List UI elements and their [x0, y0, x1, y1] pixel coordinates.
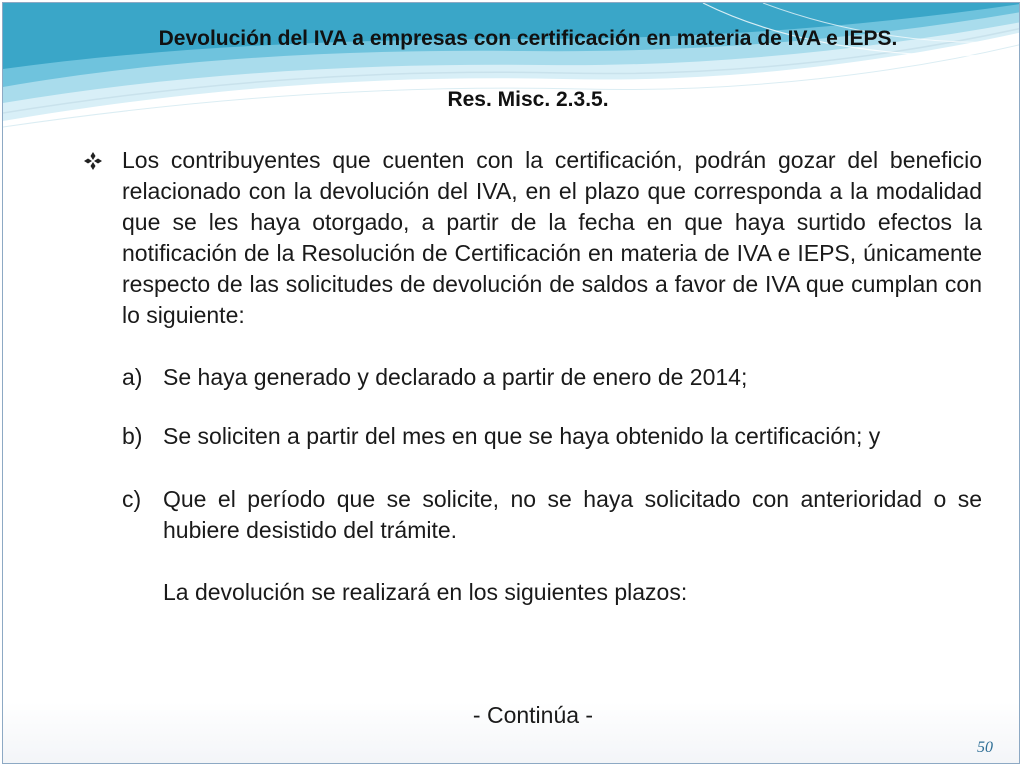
list-item-c	[122, 484, 982, 546]
bullet-paragraph: Los contribuyentes que cuenten con la certificación, podrán gozar del beneficio relacionado con la devolución del IVA, en el plazo que corresponda a la modalidad que se les haya otorgado, a partir de la fecha en que haya surtido efectos la notificación de la Resolución de Certificación en materia de IVA e IEPS, únicamente respecto de las solicitudes de devolución de saldos a favor de IVA que cumplan con lo siguiente:	[122, 147, 982, 328]
slide-frame	[2, 2, 1020, 764]
list-item-a	[122, 362, 982, 393]
list-item-label: b)	[122, 423, 143, 449]
slide-title: Devolución del IVA a empresas con certificación en materia de IVA e IEPS.	[158, 27, 898, 50]
list-item-b	[122, 421, 982, 452]
list-item-text: Que el período que se solicite, no se haya solicitado con anterioridad o se hubiere desistido del trámite.	[163, 486, 982, 543]
page-number: 50	[977, 739, 993, 756]
closing-note: La devolución se realizará en los siguientes plazos:	[163, 579, 688, 605]
list-item-label: c)	[122, 486, 142, 512]
list-item-label: a)	[122, 364, 143, 390]
list-item-text: Se haya generado y declarado a partir de enero de 2014;	[163, 364, 748, 390]
continua-label: - Continúa -	[472, 702, 594, 728]
list-item-text: Se soliciten a partir del mes en que se haya obtenido la certificación; y	[163, 423, 881, 449]
slide-subtitle: Res. Misc. 2.3.5.	[447, 88, 609, 111]
diamond-bullet-icon	[83, 151, 103, 171]
